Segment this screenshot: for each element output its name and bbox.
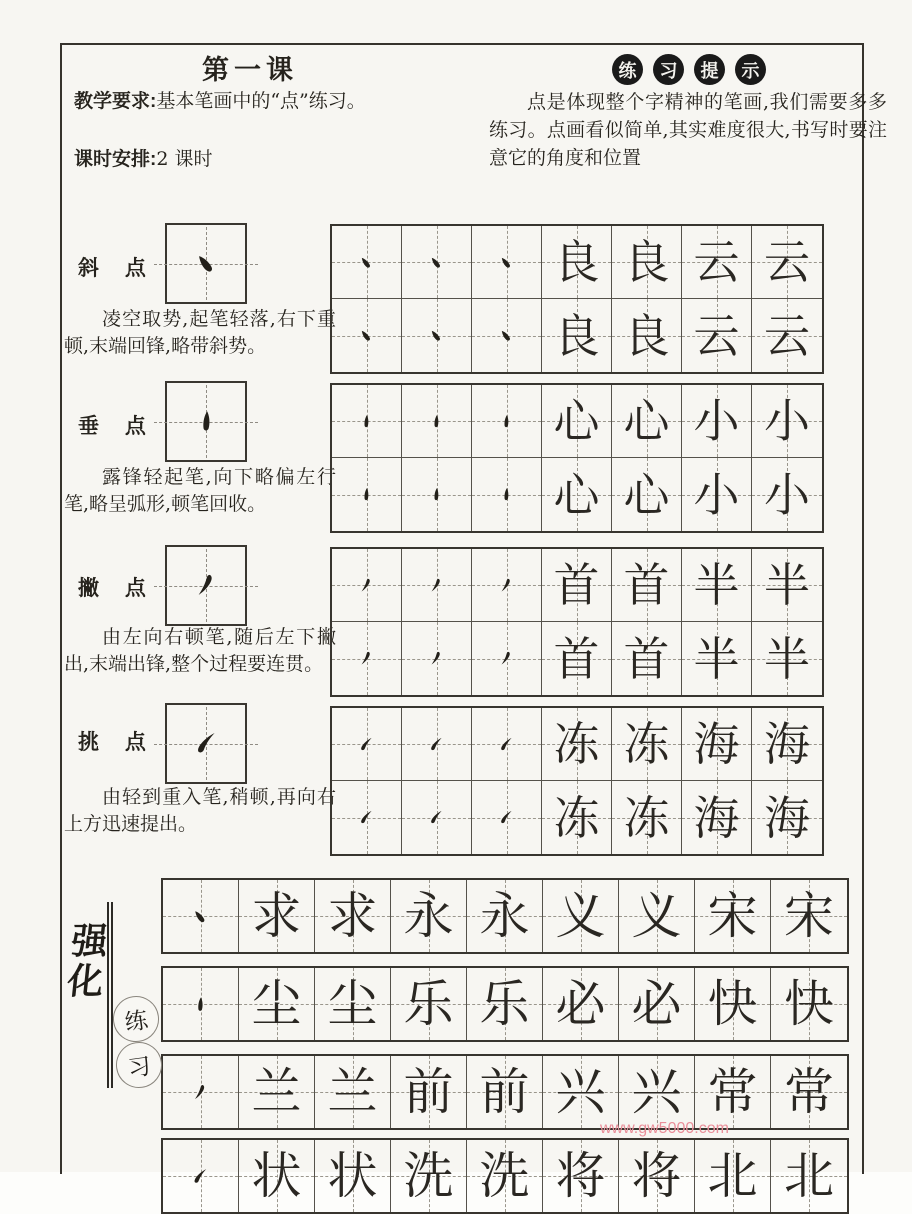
practice-cell (752, 622, 822, 695)
practice-cell (239, 1140, 315, 1212)
practice-character: 必 (555, 975, 606, 1033)
practice-character: 良 (623, 235, 670, 289)
practice-character: 良 (553, 235, 600, 289)
practice-cell (682, 708, 752, 781)
practice-cell (467, 880, 543, 952)
practice-character: 常 (707, 1063, 758, 1121)
reinforce-divider-line (107, 902, 113, 1088)
practice-cell (472, 622, 542, 695)
practice-cell (315, 1056, 391, 1128)
practice-cell (391, 880, 467, 952)
practice-character: 小 (693, 467, 740, 522)
practice-cell (472, 708, 542, 781)
practice-cell (163, 1140, 239, 1212)
practice-cell (612, 708, 682, 781)
practice-cell (472, 781, 542, 854)
practice-character: 义 (631, 887, 682, 945)
practice-cell (752, 549, 822, 622)
practice-character: 心 (623, 394, 670, 448)
practice-character: 义 (555, 887, 606, 945)
practice-character: 前 (479, 1063, 530, 1121)
practice-character: 兴 (631, 1063, 682, 1121)
practice-character: 乐 (403, 975, 454, 1033)
practice-cell (682, 549, 752, 622)
practice-character: 求 (251, 887, 302, 945)
practice-cell (543, 968, 619, 1040)
practice-cell (543, 1056, 619, 1128)
practice-cell (612, 299, 682, 372)
practice-character: 将 (631, 1147, 682, 1205)
practice-character: 北 (707, 1147, 758, 1205)
practice-cell (239, 880, 315, 952)
stroke-example-box (165, 223, 247, 304)
practice-cell (752, 226, 822, 299)
xie-dian-stroke-icon (498, 254, 515, 271)
practice-character: 心 (623, 467, 670, 522)
practice-character: 心 (553, 467, 600, 522)
schedule-line (74, 144, 212, 171)
tip-badge: 提 (694, 54, 725, 85)
tiao-dian-stroke-icon (191, 1167, 210, 1186)
practice-character: 永 (403, 887, 454, 945)
tiao-dian-stroke-icon (498, 736, 515, 753)
practice-cell (332, 385, 402, 458)
teaching-requirement-text: 基本笔画中的“点”练习。 (156, 90, 366, 112)
practice-cell (467, 1140, 543, 1212)
tip-badge: 习 (653, 54, 684, 85)
schedule-label: 课时安排: (74, 149, 157, 170)
section-label: 撇 点 (78, 577, 147, 600)
practice-cell (472, 458, 542, 531)
xie-dian-stroke-icon (358, 254, 375, 271)
practice-cell (315, 880, 391, 952)
practice-character: 小 (693, 394, 740, 448)
practice-cell (682, 458, 752, 531)
practice-cell (771, 968, 847, 1040)
practice-character: 小 (764, 394, 810, 448)
tiao-dian-stroke-icon (428, 809, 445, 826)
pie-dian-stroke-icon (498, 650, 515, 667)
tiao-dian-stroke-icon (498, 809, 515, 826)
practice-character: 常 (784, 1063, 834, 1121)
chui-dian-stroke-icon (428, 413, 445, 430)
practice-cell (752, 781, 822, 854)
practice-grid (161, 966, 849, 1042)
practice-cell (402, 549, 472, 622)
section-description: 由轻到重入笔,稍顿,再向右上方迅速提出。 (64, 786, 336, 835)
practice-character: 良 (623, 308, 670, 363)
section-label: 挑 点 (78, 731, 147, 754)
pie-dian-stroke-icon (428, 650, 445, 667)
practice-cell (332, 549, 402, 622)
practice-character: 首 (623, 631, 670, 686)
practice-character: 将 (555, 1147, 606, 1205)
practice-character: 求 (327, 887, 378, 945)
practice-cell (682, 226, 752, 299)
practice-grid (161, 878, 849, 954)
practice-character: 云 (764, 235, 810, 289)
xie-dian-stroke-icon (358, 327, 375, 344)
practice-cell (695, 1140, 771, 1212)
chui-dian-stroke-icon (498, 486, 515, 503)
practice-character: 洗 (479, 1147, 530, 1205)
practice-character: 永 (479, 887, 530, 945)
tip-badge: 示 (735, 54, 766, 85)
practice-cell (332, 781, 402, 854)
practice-cell (619, 1056, 695, 1128)
practice-cell (332, 622, 402, 695)
chui-dian-stroke-icon (358, 413, 375, 430)
practice-character: 状 (251, 1147, 302, 1205)
practice-character: 小 (764, 467, 810, 522)
practice-cell (612, 458, 682, 531)
practice-cell (682, 385, 752, 458)
practice-grid (330, 706, 824, 856)
practice-cell (682, 299, 752, 372)
practice-cell (332, 299, 402, 372)
pie-dian-stroke-icon (428, 577, 445, 594)
practice-character: 云 (693, 235, 740, 289)
practice-character: 海 (764, 790, 810, 845)
practice-character: 快 (784, 975, 834, 1033)
practice-character: 冻 (553, 717, 600, 771)
practice-cell (315, 968, 391, 1040)
practice-character: 尘 (327, 975, 378, 1033)
practice-cell (402, 299, 472, 372)
practice-cell (542, 385, 612, 458)
xie-dian-stroke-icon (428, 254, 445, 271)
pie-dian-stroke-icon (191, 1083, 210, 1102)
tiao-dian-stroke-icon (358, 809, 375, 826)
practice-cell (542, 299, 612, 372)
tip-badge: 练 (612, 54, 643, 85)
practice-character: 宋 (707, 887, 758, 945)
pie-dian-stroke-icon (358, 650, 375, 667)
teaching-requirement-label: 教学要求: (74, 91, 157, 112)
practice-cell (391, 1056, 467, 1128)
practice-character: 心 (553, 394, 600, 448)
practice-cell (752, 458, 822, 531)
practice-cell (163, 968, 239, 1040)
practice-character: 首 (623, 558, 670, 612)
xie-dian-stroke-icon (428, 327, 445, 344)
practice-character: 乐 (479, 975, 530, 1033)
practice-cell (619, 968, 695, 1040)
stroke-example-box (165, 381, 247, 462)
practice-cell (695, 1056, 771, 1128)
practice-cell (472, 226, 542, 299)
practice-cell (315, 1140, 391, 1212)
section-description: 由左向右顿笔,随后左下撇出,末端出锋,整个过程要连贯。 (64, 626, 336, 675)
schedule-text: 2 课时 (156, 148, 213, 170)
practice-character: 冻 (553, 790, 600, 845)
practice-cell (771, 1140, 847, 1212)
practice-cell (612, 385, 682, 458)
xie-dian-stroke-icon (193, 250, 220, 277)
practice-cell (472, 549, 542, 622)
practice-grid (161, 1138, 849, 1214)
practice-cell (612, 226, 682, 299)
practice-cell (695, 968, 771, 1040)
chui-dian-stroke-icon (193, 408, 220, 435)
chui-dian-stroke-icon (498, 413, 515, 430)
practice-cell (771, 880, 847, 952)
practice-character: 必 (631, 975, 682, 1033)
practice-cell (163, 1056, 239, 1128)
practice-character: 海 (693, 717, 740, 771)
reinforce-circle-xi: 习 (113, 1039, 165, 1091)
practice-cell (239, 968, 315, 1040)
practice-character: 兴 (555, 1063, 606, 1121)
teaching-requirement-line (74, 86, 366, 113)
practice-character: 兰 (251, 1063, 302, 1121)
practice-character: 首 (553, 558, 600, 612)
pie-dian-stroke-icon (358, 577, 375, 594)
tiao-dian-stroke-icon (193, 730, 220, 757)
practice-character: 半 (764, 558, 810, 612)
stroke-example-box (165, 703, 247, 784)
practice-character: 宋 (784, 887, 834, 945)
practice-character: 良 (553, 308, 600, 363)
practice-cell (402, 708, 472, 781)
practice-cell (542, 549, 612, 622)
practice-cell (402, 622, 472, 695)
practice-cell (752, 708, 822, 781)
practice-cell (472, 299, 542, 372)
practice-cell (467, 1056, 543, 1128)
watermark: www.gw5000.com (600, 1120, 729, 1137)
practice-cell (682, 781, 752, 854)
practice-grid (330, 224, 824, 374)
practice-character: 冻 (623, 790, 670, 845)
practice-tip-badges (612, 54, 766, 85)
practice-cell (402, 781, 472, 854)
practice-cell (752, 299, 822, 372)
practice-cell (472, 385, 542, 458)
section-label: 垂 点 (78, 415, 147, 438)
practice-cell (402, 458, 472, 531)
practice-cell (391, 968, 467, 1040)
practice-cell (467, 968, 543, 1040)
practice-cell (542, 458, 612, 531)
practice-character: 冻 (623, 717, 670, 771)
tiao-dian-stroke-icon (358, 736, 375, 753)
practice-cell (682, 622, 752, 695)
practice-character: 海 (764, 717, 810, 771)
practice-cell (543, 880, 619, 952)
practice-cell (612, 781, 682, 854)
practice-cell (612, 622, 682, 695)
practice-character: 海 (693, 790, 740, 845)
tiao-dian-stroke-icon (428, 736, 445, 753)
practice-cell (612, 549, 682, 622)
reinforce-side-label: 强化 (59, 922, 111, 1002)
practice-cell (163, 880, 239, 952)
practice-grid (330, 547, 824, 697)
practice-cell (695, 880, 771, 952)
practice-grid (161, 1054, 849, 1130)
practice-cell (619, 1140, 695, 1212)
chui-dian-stroke-icon (358, 486, 375, 503)
practice-character: 前 (403, 1063, 454, 1121)
pie-dian-stroke-icon (193, 572, 220, 599)
practice-cell (542, 708, 612, 781)
reinforce-circle-lian: 练 (110, 993, 162, 1045)
practice-cell (239, 1056, 315, 1128)
practice-character: 尘 (251, 975, 302, 1033)
practice-cell (542, 226, 612, 299)
xie-dian-stroke-icon (191, 907, 210, 926)
practice-character: 云 (764, 308, 810, 363)
practice-cell (402, 226, 472, 299)
practice-cell (542, 622, 612, 695)
practice-cell (402, 385, 472, 458)
practice-character: 半 (693, 558, 740, 612)
practice-grid (330, 383, 824, 533)
practice-cell (771, 1056, 847, 1128)
practice-character: 洗 (403, 1147, 454, 1205)
practice-cell (619, 880, 695, 952)
chui-dian-stroke-icon (428, 486, 445, 503)
chui-dian-stroke-icon (191, 995, 210, 1014)
practice-character: 北 (784, 1147, 834, 1205)
practice-cell (332, 708, 402, 781)
xie-dian-stroke-icon (498, 327, 515, 344)
section-description: 凌空取势,起笔轻落,右下重顿,末端回锋,略带斜势。 (64, 308, 336, 357)
practice-character: 首 (553, 631, 600, 686)
stroke-example-box (165, 545, 247, 626)
practice-tip-text: 点是体现整个字精神的笔画,我们需要多多练习。点画看似简单,其实难度很大,书写时要注意它的角度和位置 (489, 91, 887, 169)
practice-character: 半 (764, 631, 810, 686)
practice-character: 兰 (327, 1063, 378, 1121)
pie-dian-stroke-icon (498, 577, 515, 594)
practice-character: 云 (693, 308, 740, 363)
practice-character: 快 (707, 975, 758, 1033)
section-label: 斜 点 (78, 257, 147, 280)
practice-cell (391, 1140, 467, 1212)
practice-cell (543, 1140, 619, 1212)
practice-character: 状 (327, 1147, 378, 1205)
lesson-title: 第一课 (202, 55, 298, 85)
practice-cell (332, 226, 402, 299)
practice-cell (332, 458, 402, 531)
practice-character: 半 (693, 631, 740, 686)
practice-cell (752, 385, 822, 458)
section-description: 露锋轻起笔,向下略偏左行笔,略呈弧形,顿笔回收。 (64, 466, 336, 515)
practice-cell (542, 781, 612, 854)
